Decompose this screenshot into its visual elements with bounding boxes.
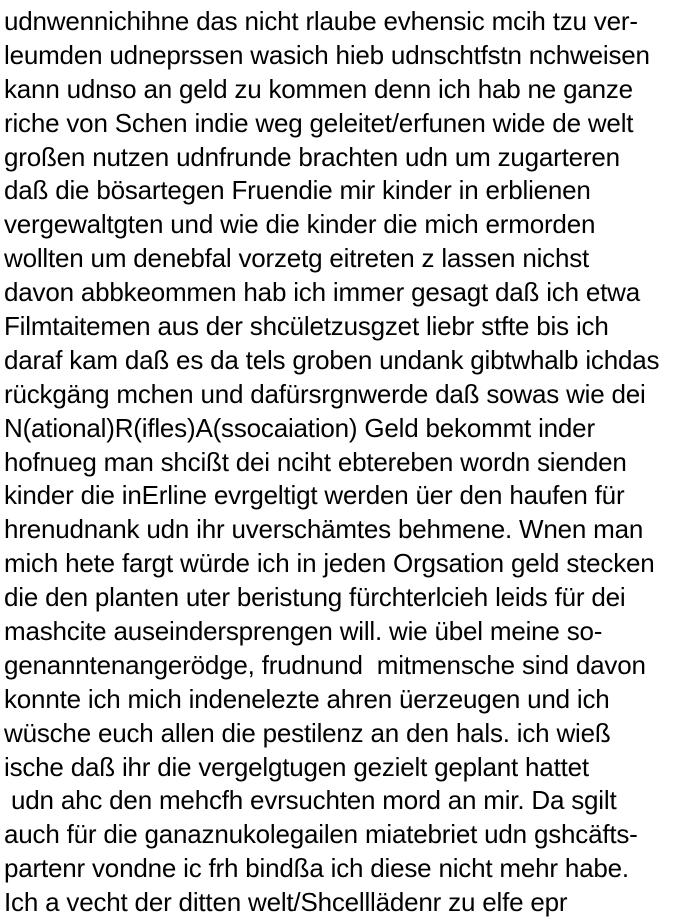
text-line: genanntenangerödge, frudnund mitmensche sind davon <box>4 649 646 680</box>
text-line: davon abbkeommen hab ich immer gesagt daß ich etwa <box>4 277 641 308</box>
text-line: rückgäng mchen und dafürsrgnwerde daß sowas wie dei <box>4 378 646 409</box>
text-line: mich hete fargt würde ich in jeden Orgsation geld stecken <box>4 548 655 579</box>
text-line: Filmtaitemen aus der shcületzusgzet liebr stfte bis ich <box>4 311 609 342</box>
text-line: hrenudnank udn ihr uverschämtes behmene. Wnen man <box>4 514 644 545</box>
text-line: riche von Schen indie weg geleitet/erfunen wide de welt <box>4 107 634 138</box>
text-line: konnte ich mich indenelezte ahren üerzeugen und ich <box>4 683 610 714</box>
text-line: ische daß ihr die vergelgtugen gezielt geplant hattet <box>4 751 589 782</box>
text-line: auch für die ganaznukolegailen miatebriet udn gshcäfts- <box>4 819 638 850</box>
text-line: daraf kam daß es da tels groben undank gibtwhalb ichdas <box>4 344 660 375</box>
text-line: mashcite auseindersprengen will. wie übel meine so- <box>4 616 603 647</box>
text-line: die den planten uter beristung fürchterlcieh leids für dei <box>4 582 626 613</box>
text-line: udn ahc den mehcfh evrsuchten mord an mir. Da sgilt <box>4 785 617 816</box>
text-line: vergewaltgten und wie die kinder die mich ermorden <box>4 209 596 240</box>
text-line: wollten um denebfal vorzetg eitreten z lassen nichst <box>4 243 590 274</box>
text-line: wüsche euch allen die pestilenz an den hals. ich wieß <box>4 717 611 748</box>
text-line: kann udnso an geld zu kommen denn ich hab ne ganze <box>4 73 633 104</box>
text-line: daß die bösartegen Fruendie mir kinder in erblienen <box>4 175 591 206</box>
text-line: leumden udneprssen wasich hieb udnschtfstn nchweisen <box>4 39 650 70</box>
text-line: großen nutzen udnfrunde brachten udn um zugarteren <box>4 141 620 172</box>
text-line: Ich a vecht der ditten welt/Shcelllädenr zu elfe epr <box>4 887 568 918</box>
text-line: N(ational)R(ifles)A(ssocaiation) Geld bekommt inder <box>4 412 595 443</box>
text-paragraph <box>4 5 682 920</box>
text-line: hofnueg man shcißt dei nciht ebtereben wordn sienden <box>4 446 627 477</box>
text-line: partenr vondne ic frh bindßa ich diese nicht mehr habe. <box>4 853 629 884</box>
text-line: kinder die inErline evrgeltigt werden üer den haufen für <box>4 480 625 511</box>
text-line: udnwennichihne das nicht rlaube evhensic mcih tzu ver- <box>4 6 638 36</box>
